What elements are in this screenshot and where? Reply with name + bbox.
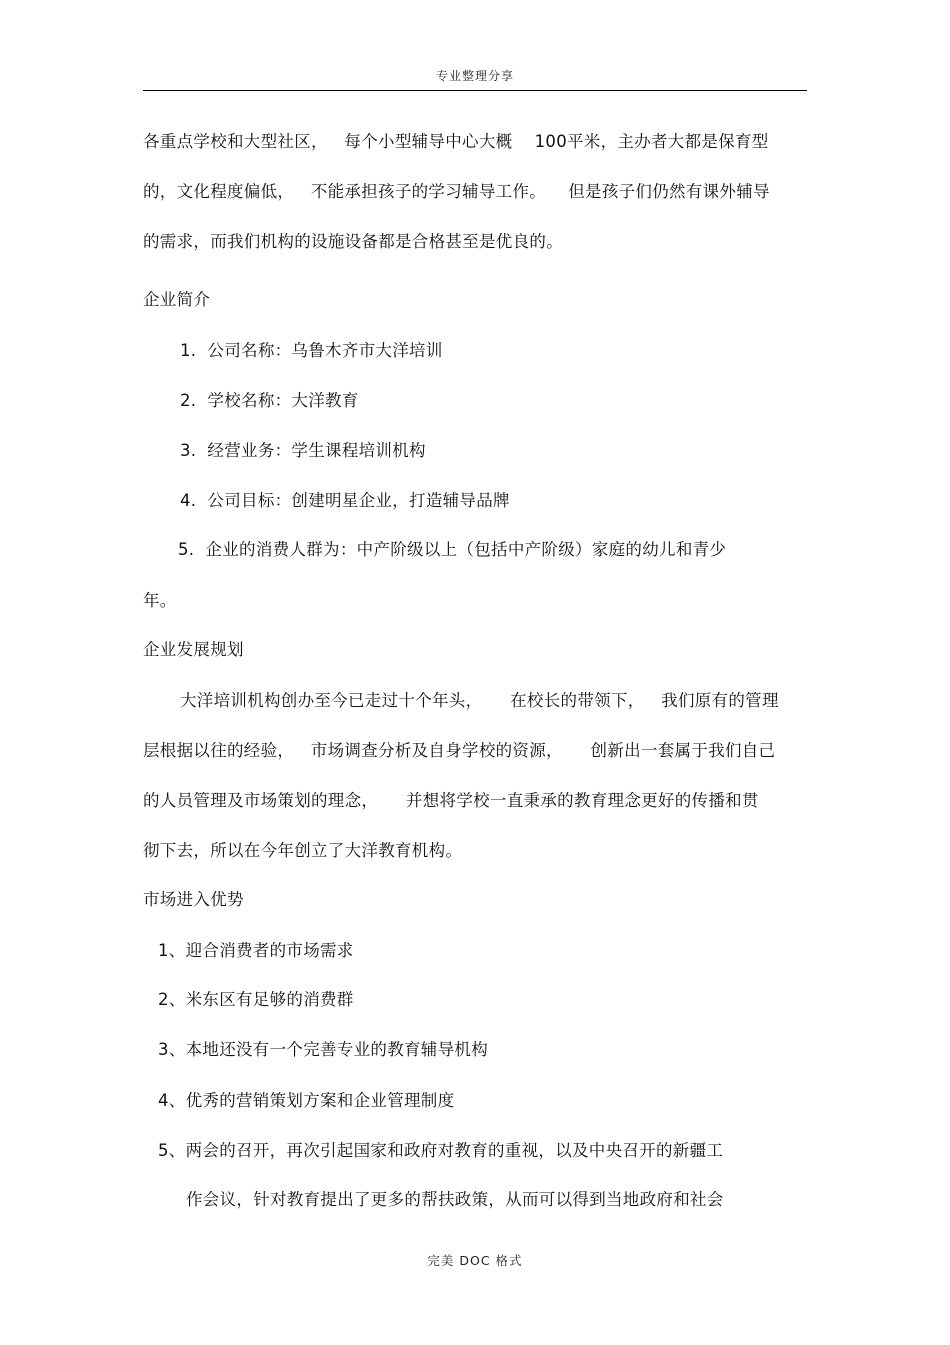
list-item: 3. 经营业务：学生课程培训机构 [180, 441, 426, 460]
list-item-continuation: 作会议，针对教育提出了更多的帮扶政策，从而可以得到当地政府和社会 [186, 1190, 724, 1209]
list-item: 4、优秀的营销策划方案和企业管理制度 [158, 1091, 455, 1110]
list-item: 4. 公司目标：创建明星企业，打造辅导品牌 [180, 491, 510, 510]
paragraph-line: 的需求，而我们机构的设施设备都是合格甚至是优良的。 [143, 232, 563, 251]
list-item: 3、本地还没有一个完善专业的教育辅导机构 [158, 1040, 488, 1059]
list-item: 2. 学校名称：大洋教育 [180, 391, 359, 410]
list-item: 1. 公司名称：乌鲁木齐市大洋培训 [180, 341, 443, 360]
page-footer: 完美 DOC 格式 [427, 1253, 523, 1268]
paragraph-line: 大洋培训机构创办至今已走过十个年头， 在校长的带领下， 我们原有的管理 [180, 691, 779, 710]
list-item: 1、迎合消费者的市场需求 [158, 941, 354, 960]
list-item: 5. 企业的消费人群为：中产阶级以上（包括中产阶级）家庭的幼儿和青少 [178, 540, 727, 559]
header-divider [143, 90, 807, 91]
section-heading-plan: 企业发展规划 [143, 640, 244, 659]
list-item: 5、两会的召开，再次引起国家和政府对教育的重视，以及中央召开的新疆工 [158, 1141, 724, 1160]
section-heading-company: 企业简介 [143, 290, 211, 309]
paragraph-line: 彻下去，所以在今年创立了大洋教育机构。 [143, 841, 463, 860]
section-heading-market: 市场进入优势 [143, 890, 244, 909]
list-item-continuation: 年。 [143, 591, 177, 610]
paragraph-line: 的人员管理及市场策划的理念， 并想将学校一直秉承的教育理念更好的传播和贯 [143, 791, 759, 810]
paragraph-line: 各重点学校和大型社区， 每个小型辅导中心大概 100平米，主办者大都是保育型 [143, 132, 769, 151]
paragraph-line: 层根据以往的经验， 市场调查分析及自身学校的资源， 创新出一套属于我们自己 [143, 741, 776, 760]
list-item: 2、米东区有足够的消费群 [158, 990, 354, 1009]
paragraph-line: 的，文化程度偏低， 不能承担孩子的学习辅导工作。 但是孩子们仍然有课外辅导 [143, 182, 770, 201]
page-header: 专业整理分享 [435, 69, 514, 83]
